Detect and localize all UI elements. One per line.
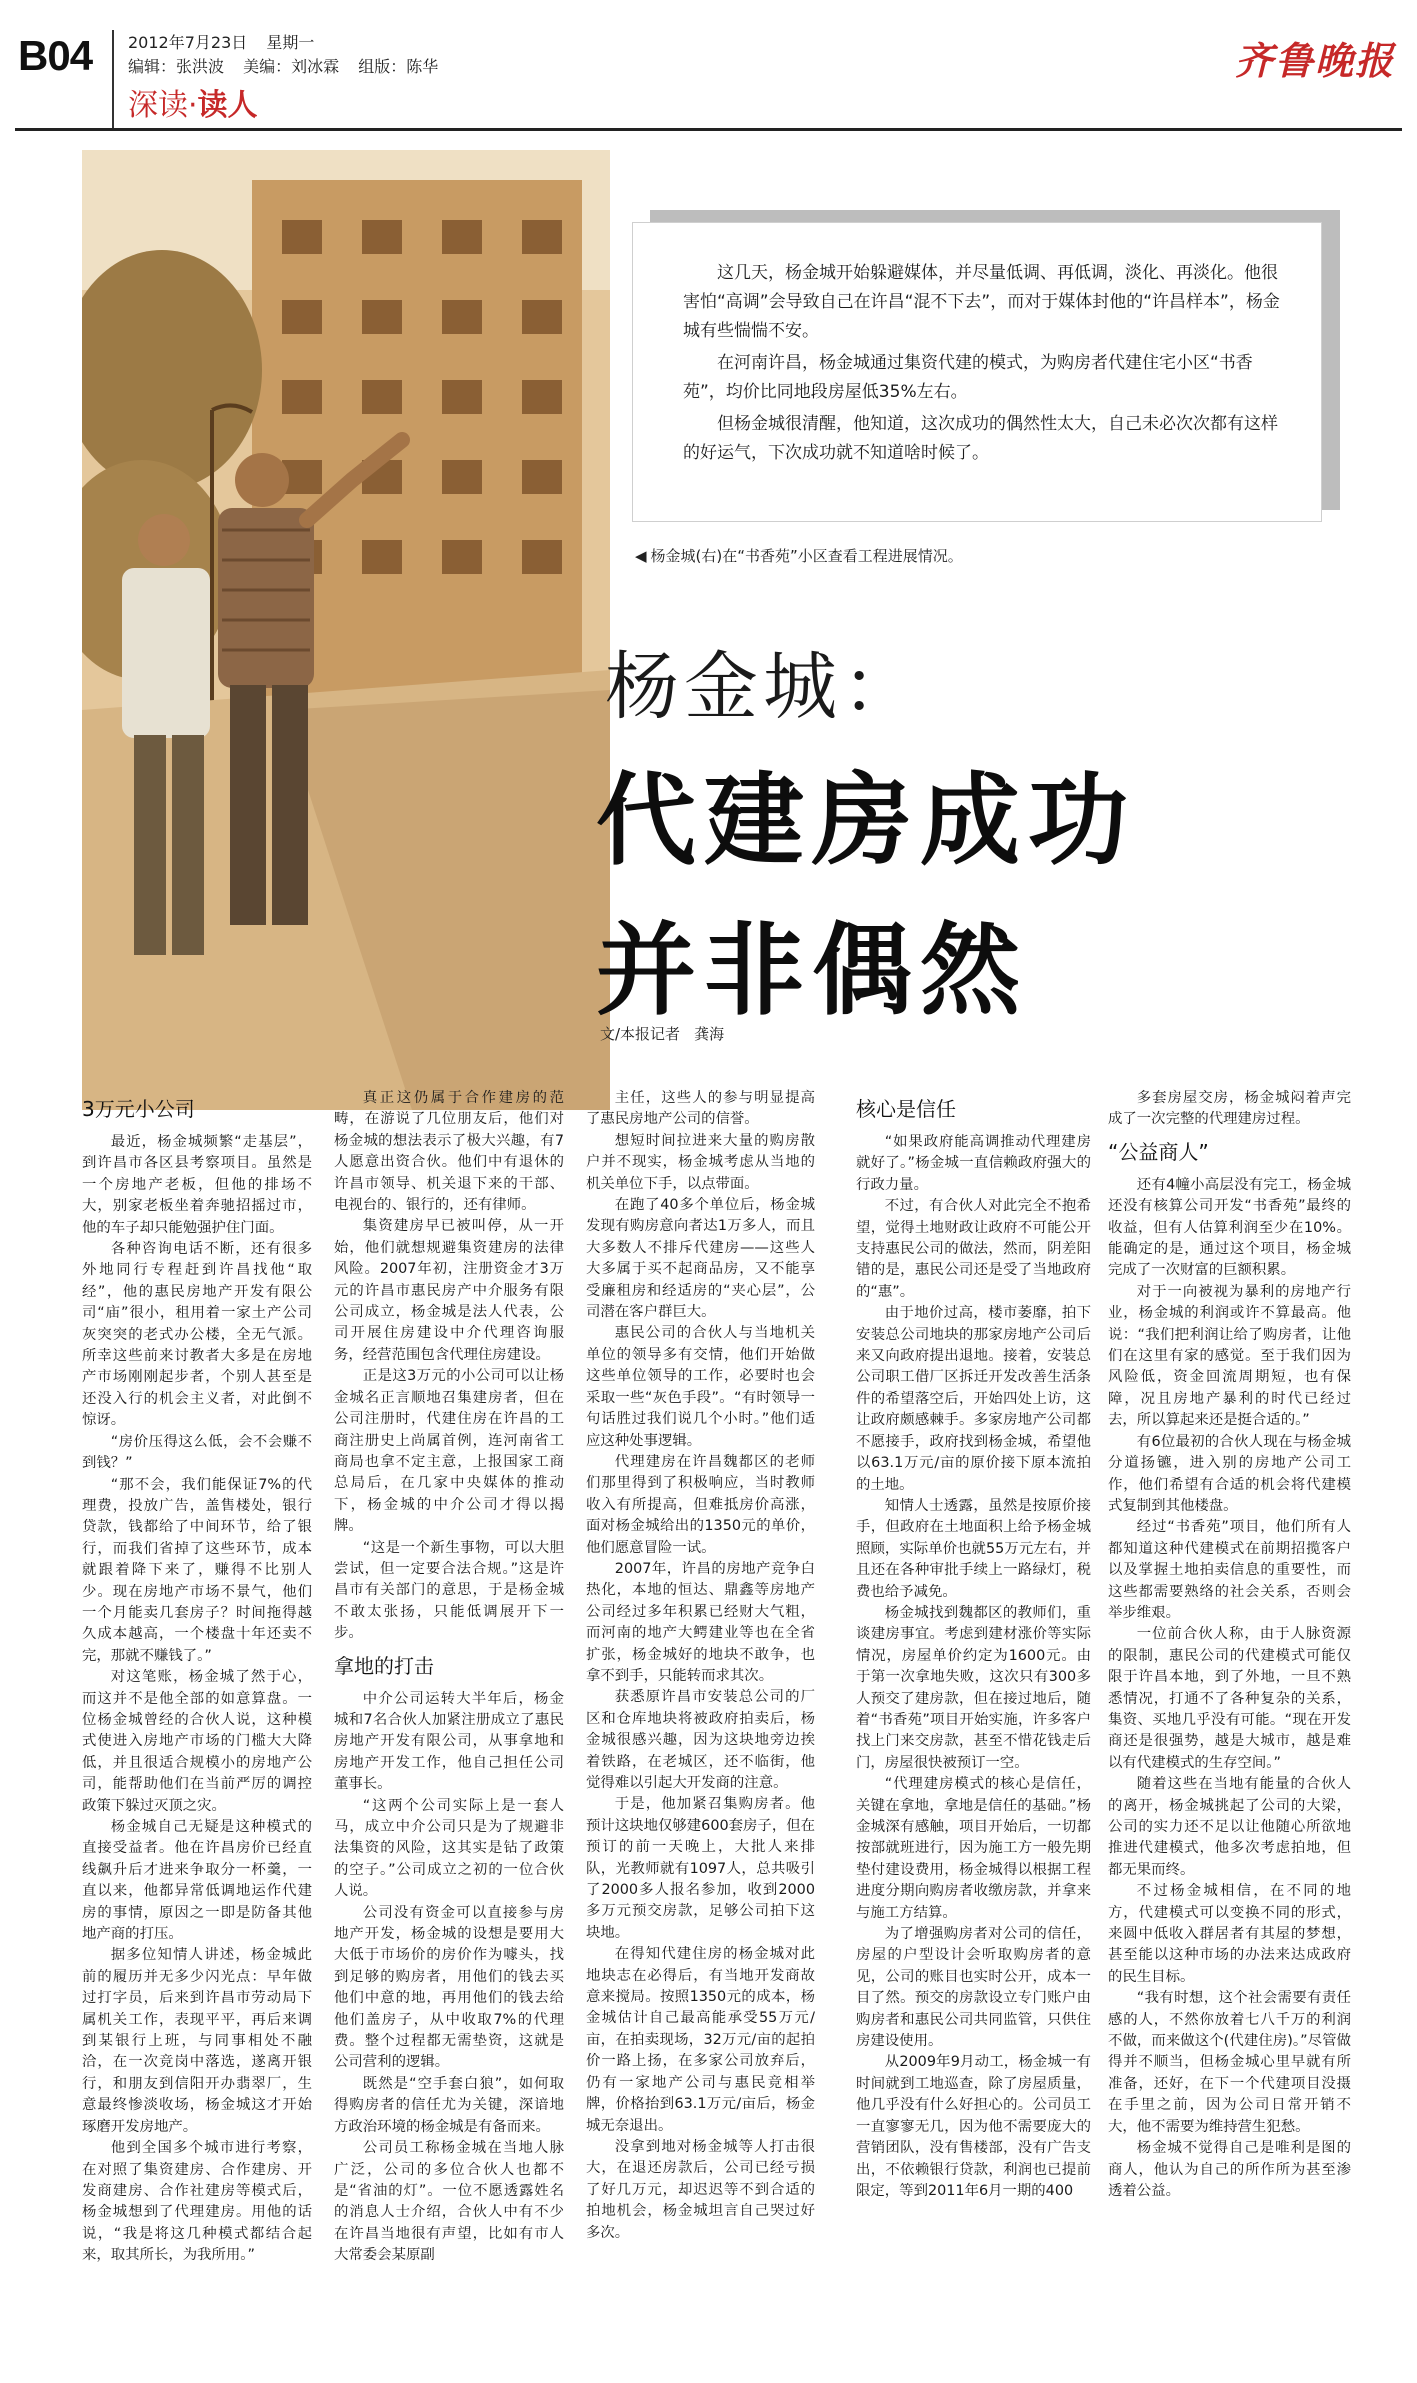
art-credit: 美编：刘冰霖 (243, 57, 340, 76)
paragraph: 不过，有合伙人对此完全不抱希望，觉得土地财政让政府不可能公开支持惠民公司的做法，然而，阴差阳错的是，惠民公司还是受了当地政府的“惠”。 (856, 1198, 1091, 1300)
paragraph: 有6位最初的合伙人现在与杨金城分道扬镳，进入别的房地产公司工作，他们希望有合适的机会将代建模式复制到其他楼盘。 (1108, 1433, 1351, 1514)
paragraph: 杨金城自己无疑是这种模式的直接受益者。他在许昌房价已经直线飙升后才进来争取分一杯羹，一直以来，他都异常低调地运作代建房的事情，原因之一即是防备其他地产商的打压。 (82, 1819, 312, 1943)
paragraph: 杨金城找到魏都区的教师们，重谈建房事宜。考虑到建材涨价等实际情况，房屋单价约定为1600元。由于第一次拿地失败，这次只有300多人预交了建房款，但在接过地后，随着“书香苑”项目开始实施，许多客户找上门来交房款，甚至不惜花钱走后门，房屋很快被预订一空。 (856, 1604, 1091, 1771)
article-column-5 (1108, 1088, 1351, 2370)
page-header (0, 0, 1417, 130)
article-column-1 (82, 1088, 312, 2370)
paragraph: 公司员工称杨金城在当地人脉广泛，公司的多位合伙人也都不是“省油的灯”。一位不愿透露姓名的消息人士介绍，合伙人中有不少在许昌当地很有声望，比如有市人大常委会某原副 (334, 2140, 564, 2264)
paragraph: “如果政府能高调推动代理建房就好了。”杨金城一直信赖政府强大的行政力量。 (856, 1134, 1091, 1193)
paragraph: 真正这仍属于合作建房的范畴，在游说了几位朋友后，他们对杨金城的想法表示了极大兴趣，有7人愿意出资合伙。他们中有退休的许昌市领导、机关退下来的干部、电视台的、银行的，还有律师。 (334, 1090, 564, 1214)
subheading: 3万元小公司 (82, 1097, 195, 1121)
paragraph: 想短时间拉进来大量的购房散户并不现实，杨金城考虑从当地的机关单位下手，以点带面。 (586, 1132, 815, 1192)
paragraph: 随着这些在当地有能量的合伙人的离开，杨金城挑起了公司的大梁，公司的实力还不足以让他随心所欲地推进代建模式，他多次考虑拍地，但都无果而终。 (1108, 1776, 1351, 1878)
caption-text: 杨金城(右)在“书香苑”小区查看工程进展情况。 (650, 547, 963, 565)
layout-credit: 组版：陈华 (358, 57, 439, 76)
paragraph: 从2009年9月动工，杨金城一有时间就到工地巡查，除了房屋质量，他几乎没有什么好担心的。公司员工一直寥寥无几，因为他不需要庞大的营销团队，没有售楼部，没有广告支出，不依赖银行贷款，利润也已提前限定，等到2011年6月一期的400 (856, 2054, 1091, 2199)
photo-illustration (82, 150, 610, 1110)
paragraph: 一位前合伙人称，由于人脉资源的限制，惠民公司的代建模式可能仅限于许昌本地，到了外地，一旦不熟悉情况，打通不了各种复杂的关系，集资、买地几乎没有可能。“现在开发商还是很强势，越是大城市，越是难以有代建模式的生存空间。” (1108, 1626, 1351, 1771)
section-name (128, 80, 258, 124)
paragraph: 知情人士透露，虽然是按原价接手，但政府在土地面积上给予杨金城照顾，实际单价也就55万元左右，并且还在各种审批手续上一路绿灯，税费也给予减免。 (856, 1497, 1091, 1600)
paragraph: 中介公司运转大半年后，杨金城和7名合伙人加紧注册成立了惠民房地产开发有限公司，从事拿地和房地产开发工作，他自己担任公司董事长。 (334, 1690, 564, 1793)
paragraph: 据多位知情人讲述，杨金城此前的履历并无多少闪光点：早年做过打字员，后来到许昌市劳动局下属机关工作，表现平平，再后来调到某银行上班，与同事相处不融洽，在一次竞岗中落选，遂离开银行，和朋友到信阳开办翡翠厂，生意最终惨淡收场，杨金城这才开始琢磨开发房地产。 (82, 1947, 312, 2135)
section-name-a: 深读 (128, 88, 188, 123)
weekday: 星期一 (266, 33, 315, 52)
paragraph: 于是，他加紧召集购房者。他预计这块地仅够建600套房子，但在预订的前一天晚上，大批人来排队，光教师就有1097人，总共吸引了2000多人报名参加，收到2000多万元预交房款，足够公司拍下这块地。 (586, 1796, 815, 1941)
headline-line-2: 并非偶然 (596, 912, 1028, 1029)
paragraph: 各种咨询电话不断，还有很多外地同行专程赶到许昌找他“取经”，他的惠民房地产开发有限公司“庙”很小，租用着一家土产公司灰突突的老式办公楼，全无气派。所幸这些前来讨教者大多是在房地产市场刚刚起步者，个别人甚至是还没入行的机会主义者，对此倒不惊讶。 (82, 1241, 312, 1429)
staff-line (128, 54, 452, 77)
caption-arrow-icon: ◀ (635, 547, 647, 565)
paragraph: 由于地价过高，楼市萎靡，拍下安装总公司地块的那家房地产公司后来又向政府提出退地。接着，安装总公司职工借厂区拆迁开发改善生活条件的希望落空后，开始四处上访，这让政府颇感棘手。多家房地产公司都不愿接手，政府找到杨金城，希望他以63.1万元/亩的原价接下原本流拍的土地。 (856, 1305, 1091, 1493)
article-column-4 (856, 1088, 1091, 2370)
paragraph: 为了增强购房者对公司的信任，房屋的户型设计会听取购房者的意见，公司的账目也实时公开，成本一目了然。预交的房款设立专门账户由购房者和惠民公司共同监管，只供住房建设使用。 (856, 1926, 1091, 2050)
byline-author: 龚海 (694, 1025, 725, 1043)
paragraph: “这两个公司实际上是一套人马，成立中介公司只是为了规避非法集资的风险，这其实是钻了政策的空子。”公司成立之初的一位合伙人说。 (334, 1797, 564, 1900)
paragraph: 杨金城不觉得自己是唯利是图的商人，他认为自己的所作所为甚至渗透着公益。 (1108, 2140, 1351, 2199)
date-line (128, 30, 328, 53)
header-divider (112, 30, 114, 130)
news-photo (82, 150, 610, 1110)
lead-box (632, 222, 1322, 522)
paragraph: 惠民公司的合伙人与当地机关单位的领导多有交情，他们开始做这些单位领导的工作，必要时也会采取一些“灰色手段”。“有时领导一句话胜过我们说几个小时。”他们适应这种处事逻辑。 (586, 1325, 815, 1449)
paragraph: 最近，杨金城频繁“走基层”，到许昌市各区县考察项目。虽然是一个房地产老板，但他的排场不大，别家老板坐着奔驰招摇过市，他的车子却只能勉强护住门面。 (82, 1134, 312, 1236)
paragraph: 对于一向被视为暴利的房地产行业，杨金城的利润或许不算最高。他说：“我们把利润让给了购房者，让他们在这里有家的感觉。至于我们因为风险低，资金回流周期短，也有保障，况且房地产暴利的时代已经过去，所以算起来还是挺合适的。” (1108, 1283, 1351, 1429)
byline-label: 文/本报记者 (600, 1025, 681, 1043)
paragraph: 集资建房早已被叫停，从一开始，他们就想规避集资建房的法律风险。2007年初，注册资金才3万元的许昌市惠民房产中介服务有限公司成立，杨金城是法人代表，公司开展住房建设中介代理咨询服务，经营范围包含代理住房建设。 (334, 1218, 564, 1363)
editor-credit: 编辑：张洪波 (128, 57, 225, 76)
paragraph: “这是一个新生事物，可以大胆尝试，但一定要合法合规。”这是许昌市有关部门的意思，于是杨金城不敢太张扬，只能低调展开下一步。 (334, 1539, 564, 1642)
paragraph: “房价压得这么低，会不会赚不到钱？” (82, 1433, 312, 1472)
paragraph: 在得知代建住房的杨金城对此地块志在必得后，有当地开发商故意来搅局。按照1350元的成本，杨金城估计自己最高能承受55万元/亩，在拍卖现场，32万元/亩的起拍价一路上扬，在多家公司放弃后，仍有一家地产公司与惠民竞相举牌，价格抬到63.1万元/亩后，杨金城无奈退出。 (586, 1946, 815, 2134)
issue-date: 2012年7月23日 (128, 33, 248, 52)
paragraph: 还有4幢小高层没有完工，杨金城还没有核算公司开发“书香苑”最终的收益，但有人估算利润至少在10%。能确定的是，通过这个项目，杨金城完成了一次财富的巨额积累。 (1108, 1176, 1351, 1279)
subheading: 拿地的打击 (334, 1653, 434, 1678)
section-dot: · (188, 88, 198, 123)
paragraph: 对这笔账，杨金城了然于心，而这并不是他全部的如意算盘。一位杨金城曾经的合伙人说，这种模式使进入房地产市场的门槛大大降低，并且很适合规模小的房地产公司，能帮助他们在当前严厉的调控政策下躲过灭顶之灾。 (82, 1669, 312, 1814)
paragraph: 既然是“空手套白狼”，如何取得购房者的信任尤为关键，深谙地方政治环境的杨金城是有备而来。 (334, 2075, 564, 2135)
paragraph: 2007年，许昌的房地产竞争白热化，本地的恒达、鼎鑫等房地产公司经过多年积累已经财大气粗，而河南的地产大鳄建业等也在全省扩张，杨金城好的地块不敢争，也拿不到手，只能转而求其次。 (586, 1560, 815, 1684)
subheading: 核心是信任 (856, 1097, 956, 1121)
subheading: “公益商人” (1108, 1139, 1209, 1164)
article-column-3 (586, 1088, 815, 2370)
article-column-2 (334, 1088, 564, 2370)
byline (600, 1023, 738, 1044)
lead-paragraph: 在河南许昌，杨金城通过集资代建的模式，为购房者代建住宅小区“书香苑”，均价比同地段房屋低35%左右。 (683, 353, 1253, 402)
paragraph: 在跑了40多个单位后，杨金城发现有购房意向者达1万多人，而且大多数人不排斥代建房——这些人大多属于买不起商品房，又不能享受廉租房和经适房的“夹心层”，公司潜在客户群巨大。 (586, 1197, 815, 1321)
newspaper-logo: 齐鲁晚报 (1234, 38, 1395, 83)
paragraph: 主任，这些人的参与明显提高了惠民房地产公司的信誉。 (586, 1090, 815, 1128)
paragraph: 不过杨金城相信，在不同的地方，代建模式可以变换不同的形式，来圆中低收入群居者有其屋的梦想，甚至能以这种市场的办法来达成政府的民生目标。 (1108, 1883, 1351, 1985)
photo-caption (635, 545, 963, 566)
paragraph: 没拿到地对杨金城等人打击很大，在退还房款后，公司已经亏损了好几万元，却迟迟等不到合适的拍地机会，杨金城坦言自己哭过好多次。 (586, 2138, 815, 2241)
lead-paragraph: 但杨金城很清醒，他知道，这次成功的偶然性太大，自己未必次次都有这样的好运气，下次成功就不知道啥时候了。 (683, 414, 1278, 463)
paragraph: 公司没有资金可以直接参与房地产开发，杨金城的设想是要用大大低于市场价的房价作为噱头，找到足够的购房者，用他们的钱去买他们中意的地，再用他们的钱去给他们盖房子，从中收取7%的代理费。整个过程都无需垫资，这就是公司营利的逻辑。 (334, 1904, 564, 2071)
paragraph: “那不会，我们能保证7%的代理费，投放广告，盖售楼处，银行贷款，钱都给了中间环节，给了银行，而我们省掉了这些环节，成本就跟着降下来了，赚得不比别人少。现在房地产市场不景气，他们一个月能卖几套房子？时间拖得越久成本越高，一个楼盘十年还卖不完，那就不赚钱了。” (82, 1476, 312, 1664)
paragraph: 正是这3万元的小公司可以让杨金城名正言顺地召集建房者，但在公司注册时，代建住房在许昌的工商注册史上尚属首例，连河南省工商局也拿不定主意，上报国家工商总局后，在几家中央媒体的推动下，杨金城的中介公司才得以揭牌。 (334, 1368, 564, 1535)
paragraph: 经过“书香苑”项目，他们所有人都知道这种代建模式在前期招揽客户以及掌握土地拍卖信息的重要性，而这些都需要熟络的社会关系，否则会举步维艰。 (1108, 1519, 1351, 1621)
header-rule (15, 128, 1402, 131)
page-number: B04 (18, 32, 93, 79)
paragraph: 他到全国多个城市进行考察，在对照了集资建房、合作建房、开发商建房、合作社建房等模式后，杨金城想到了代理建房。用他的话说，“我是将这几种模式都结合起来，取其所长，为我所用。” (82, 2140, 312, 2264)
paragraph: “我有时想，这个社会需要有责任感的人，不然你放着七八千万的利润不做，而来做这个(代建住房)。”尽管做得并不顺当，但杨金城心里早就有所准备，还好，在下一个代建项目没摄在手里之前，因为公司日常开销不大，他不需要为维持营生犯愁。 (1108, 1990, 1351, 2135)
paragraph: 获悉原许昌市安装总公司的厂区和仓库地块将被政府拍卖后，杨金城很感兴趣，因为这块地旁边挨着铁路，在老城区，还不临街，他觉得难以引起大开发商的注意。 (586, 1689, 815, 1791)
paragraph: 多套房屋交房，杨金城闷着声完成了一次完整的代理建房过程。 (1108, 1090, 1351, 1128)
headline-name: 杨金城： (605, 644, 921, 730)
section-name-b: 读人 (197, 88, 258, 123)
paragraph: 代理建房在许昌魏都区的老师们那里得到了积极响应，当时教师收入有所提高，但难抵房价高涨，面对杨金城给出的1350元的单价，他们愿意冒险一试。 (586, 1453, 815, 1556)
headline-line-1: 代建房成功 (596, 762, 1136, 879)
lead-paragraph: 这几天，杨金城开始躲避媒体，并尽量低调、再低调，淡化、再淡化。他很害怕“高调”会导致自己在许昌“混不下去”，而对于媒体封他的“许昌样本”，杨金城有些惴惴不安。 (683, 263, 1280, 341)
paragraph: “代理建房模式的核心是信任，关键在拿地，拿地是信任的基础。”杨金城深有感触，项目开始后，一切都按部就班进行，因为施工方一般先期垫付建设费用，杨金城得以根据工程进度分期向购房者收缴房款，并拿来与施工方结算。 (856, 1776, 1091, 1921)
